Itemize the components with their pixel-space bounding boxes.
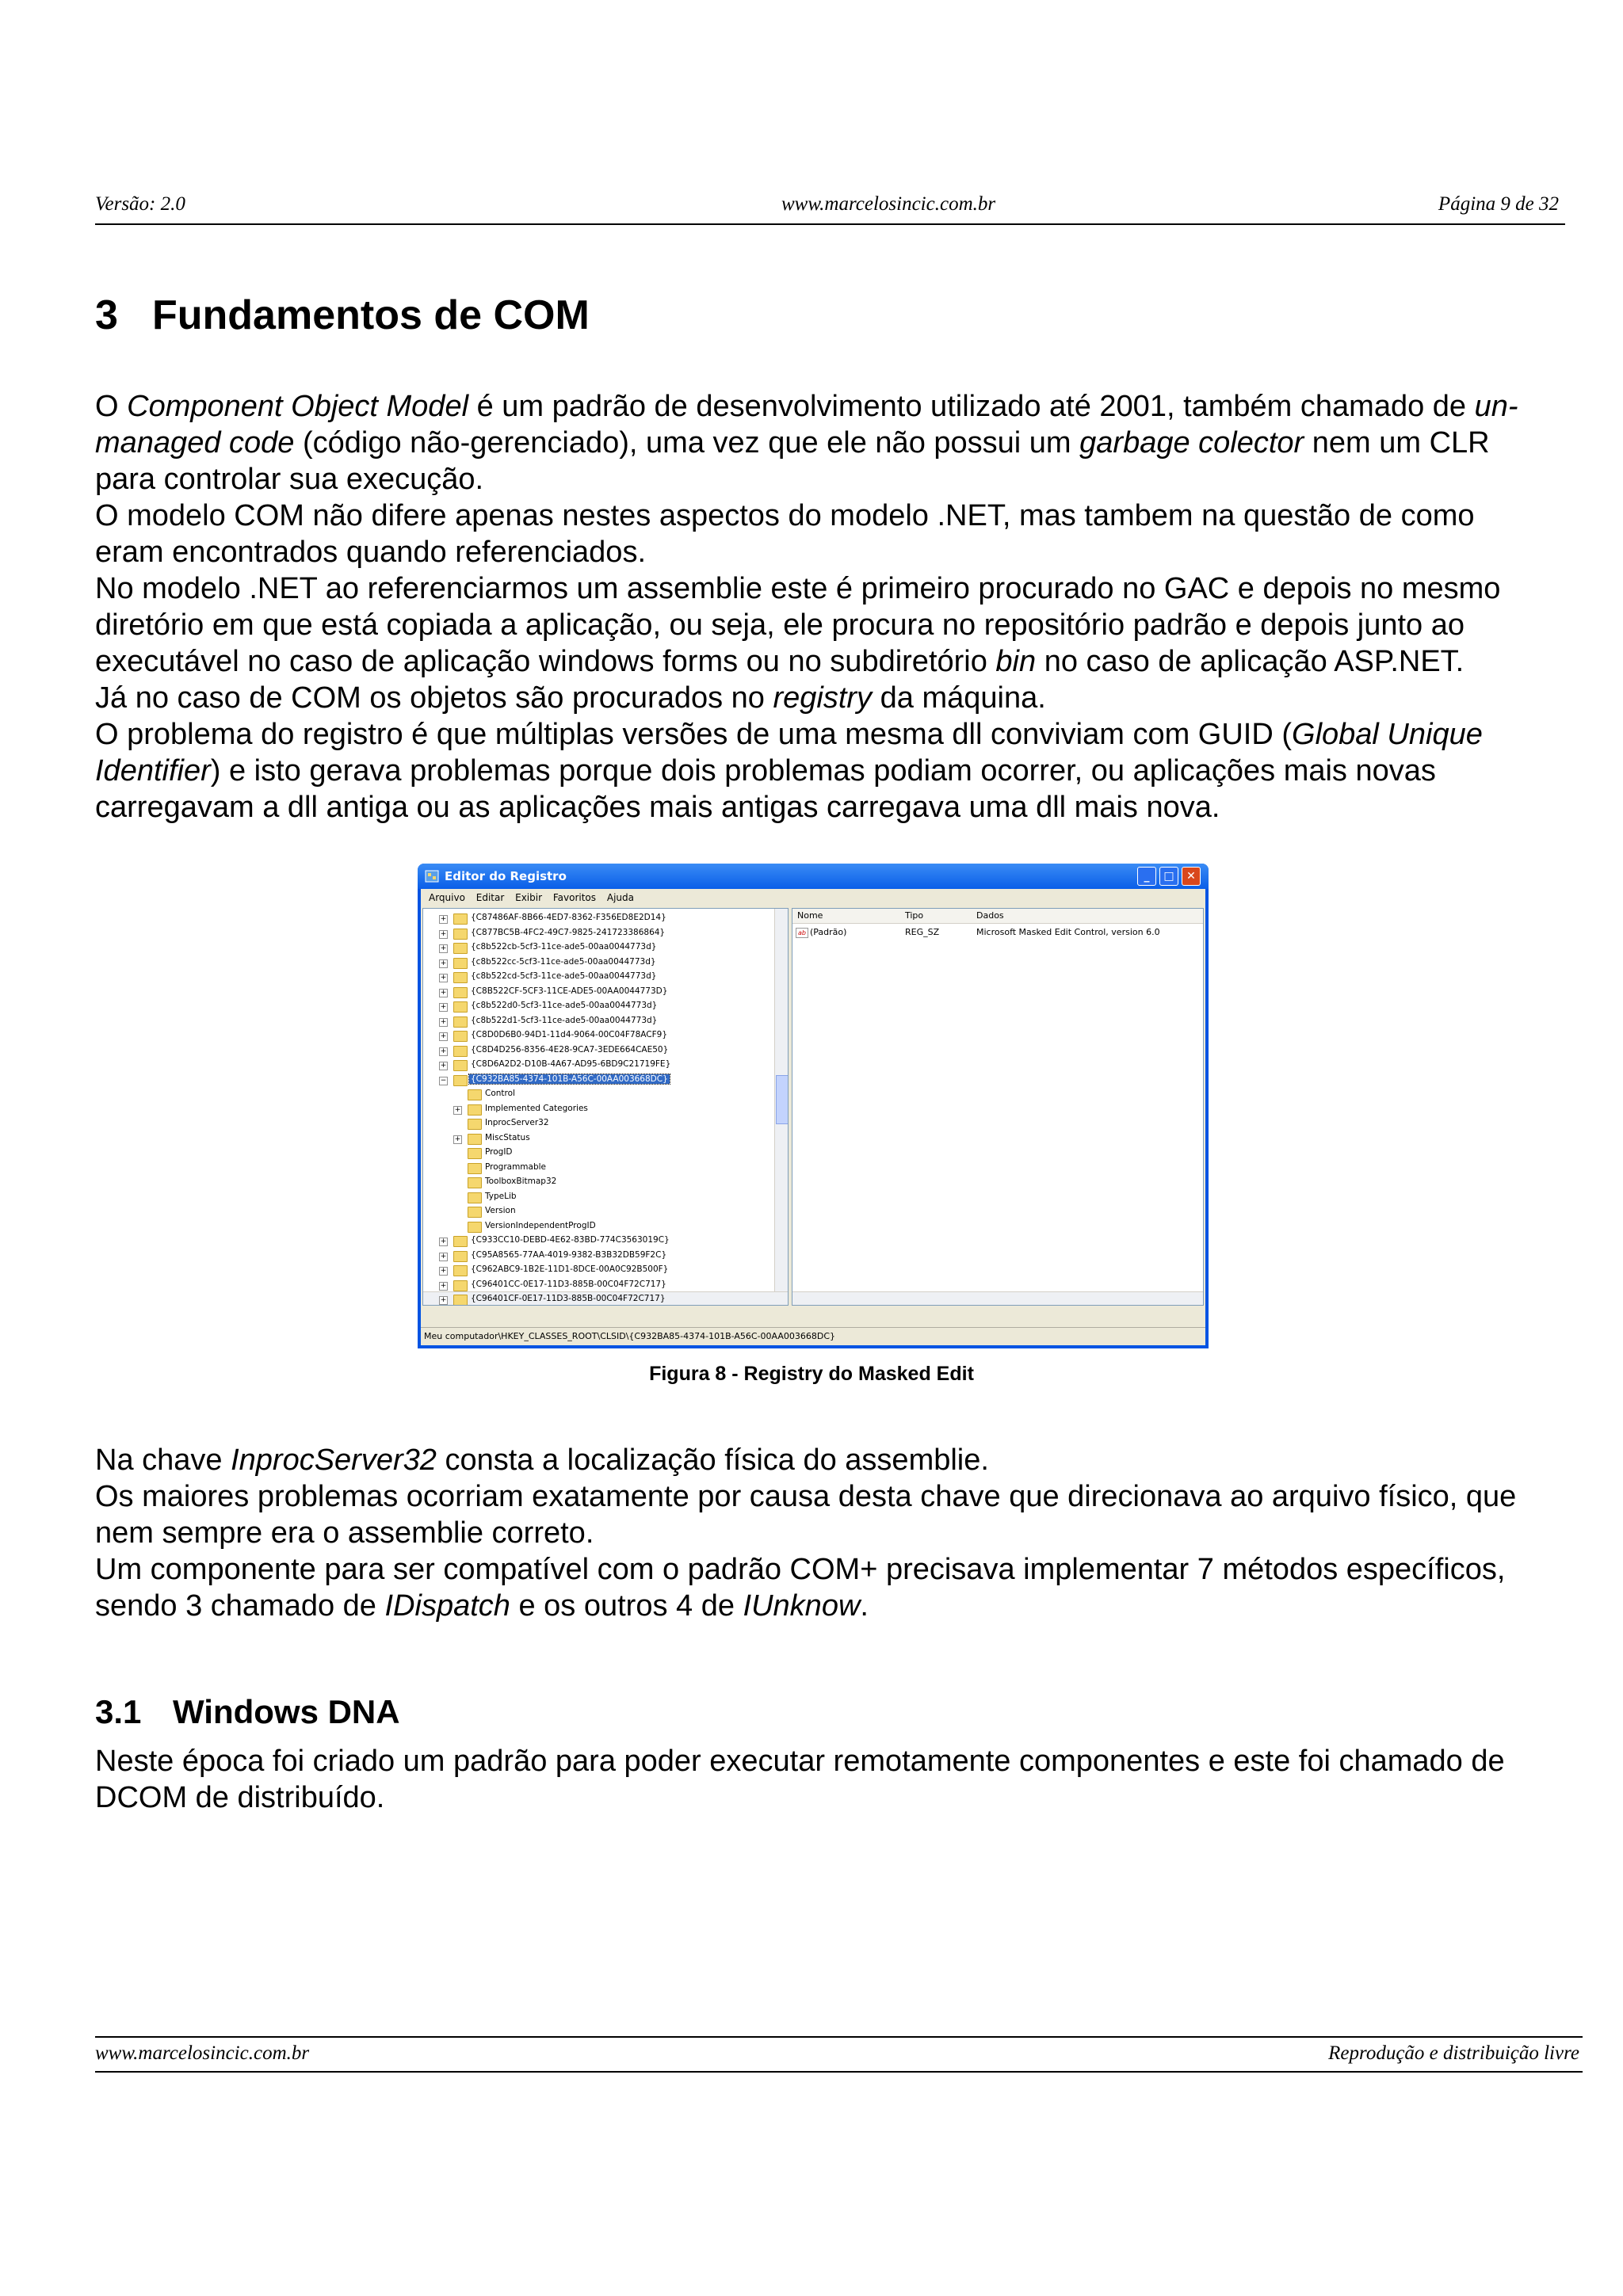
expand-icon[interactable]: + bbox=[440, 1032, 447, 1040]
menu-arquivo[interactable]: Arquivo bbox=[429, 892, 465, 903]
folder-icon bbox=[468, 1119, 482, 1130]
folder-icon bbox=[468, 1177, 482, 1188]
column-dados[interactable]: Dados bbox=[976, 910, 1004, 921]
folder-icon bbox=[453, 1236, 468, 1247]
folder-icon bbox=[468, 1148, 482, 1159]
window-title: Editor do Registro bbox=[445, 869, 567, 883]
subsection-heading bbox=[95, 1693, 400, 1731]
folder-icon bbox=[468, 1222, 482, 1233]
tree-node-label: {C932BA85-4374-101B-A56C-00AA003668DC} bbox=[471, 1074, 668, 1084]
expand-icon[interactable]: + bbox=[440, 1238, 447, 1245]
tree-node-label: {c8b522cb-5cf3-11ce-ade5-00aa0044773d} bbox=[471, 942, 657, 952]
folder-icon bbox=[453, 1060, 468, 1071]
paragraph-3: No modelo .NET ao referenciarmos um assemblie este é primeiro procurado no GAC e depois no mesmo diretório em que está copiada a aplicação, ou seja, ele procura no repositório padrão e depois junto ao executável no caso de aplicação windows forms ou no subdiretório bin no caso de aplicação ASP.NET. bbox=[95, 572, 1501, 678]
value-row[interactable] bbox=[792, 926, 1203, 940]
page-footer bbox=[95, 2036, 1583, 2073]
value-name: (Padrão) bbox=[810, 927, 847, 937]
figure-caption: Figura 8 - Registry do Masked Edit bbox=[649, 1363, 974, 1385]
folder-icon bbox=[453, 1295, 468, 1306]
subsection-number: 3.1 bbox=[95, 1693, 142, 1730]
tree-vertical-scrollbar[interactable] bbox=[774, 909, 788, 1292]
tree-node-label: {c8b522d1-5cf3-11ce-ade5-00aa0044773d} bbox=[471, 1015, 658, 1025]
tree-node-label: ProgID bbox=[485, 1147, 513, 1157]
expand-icon[interactable]: + bbox=[440, 1296, 447, 1304]
values-horizontal-scrollbar[interactable] bbox=[792, 1291, 1203, 1305]
body-text-2 bbox=[95, 1442, 1522, 1624]
folder-icon bbox=[453, 1075, 468, 1086]
tree-node-label: Programmable bbox=[485, 1161, 547, 1172]
column-tipo[interactable]: Tipo bbox=[905, 910, 924, 921]
folder-icon bbox=[453, 929, 468, 940]
expand-icon[interactable]: + bbox=[440, 1003, 447, 1011]
footer-rights: Reprodução e distribuição livre bbox=[1328, 2042, 1579, 2064]
folder-icon bbox=[453, 1016, 468, 1028]
tree-node-label: {C962ABC9-1B2E-11D1-8DCE-00A0C92B500F} bbox=[471, 1264, 669, 1274]
section-number: 3 bbox=[95, 292, 118, 338]
tree-node-label: {C95A8565-77AA-4019-9382-B3B32DB59F2C} bbox=[471, 1249, 667, 1260]
column-nome[interactable]: Nome bbox=[797, 910, 823, 921]
menu-editar[interactable]: Editar bbox=[475, 892, 505, 903]
expand-icon[interactable]: + bbox=[440, 1047, 447, 1055]
expand-icon[interactable]: + bbox=[440, 974, 447, 982]
tree-node-label: InprocServer32 bbox=[485, 1118, 549, 1127]
folder-icon bbox=[468, 1207, 482, 1218]
maximize-button[interactable]: □ bbox=[1159, 867, 1178, 886]
menu-bar bbox=[421, 889, 1205, 906]
tree-node-label: {C8D0D6B0-94D1-11d4-9064-00C04F78ACF9} bbox=[471, 1030, 668, 1039]
tree-node-label: ToolboxBitmap32 bbox=[485, 1177, 557, 1186]
folder-icon bbox=[453, 1001, 468, 1013]
status-path: Meu computador\HKEY_CLASSES_ROOT\CLSID\{C932BA85-4374-101B-A56C-00AA003668DC} bbox=[424, 1331, 836, 1341]
expand-icon[interactable]: + bbox=[440, 1281, 447, 1290]
tree-node-label: TypeLib bbox=[485, 1191, 517, 1201]
folder-icon bbox=[453, 1265, 468, 1276]
folder-icon bbox=[468, 1134, 482, 1145]
status-bar bbox=[421, 1327, 1205, 1345]
expand-icon[interactable]: + bbox=[454, 1105, 461, 1114]
paragraph-1: O Component Object Model é um padrão de desenvolvimento utilizado até 2001, também chamado de un-managed code (código não-gerenciado), uma vez que ele não possui um garbage colector nem um CLR para controlar sua execução. bbox=[95, 390, 1518, 496]
tree-node-label: Control bbox=[485, 1089, 515, 1098]
folder-icon bbox=[453, 958, 468, 969]
tree-node-label: {c8b522cd-5cf3-11ce-ade5-00aa0044773d} bbox=[471, 971, 657, 981]
folder-icon bbox=[468, 1163, 482, 1174]
expand-icon[interactable]: + bbox=[440, 915, 447, 923]
tree-node-label: {C8D4D256-8356-4E28-9CA7-3EDE664CAE50} bbox=[471, 1044, 669, 1055]
expand-icon[interactable]: + bbox=[440, 1017, 447, 1026]
expand-icon[interactable]: + bbox=[440, 1062, 447, 1070]
tree-node-label: {C96401CC-0E17-11D3-885B-00C04F72C717} bbox=[471, 1279, 666, 1289]
folder-icon bbox=[453, 1046, 468, 1057]
header-page-number: Página 9 de 32 bbox=[1438, 193, 1559, 215]
tree-node-label: {c8b522d0-5cf3-11ce-ade5-00aa0044773d} bbox=[471, 1001, 658, 1010]
close-button[interactable]: ✕ bbox=[1182, 867, 1201, 886]
expand-icon[interactable]: + bbox=[440, 944, 447, 952]
paragraph-4: Já no caso de COM os objetos são procurados no registry da máquina. bbox=[95, 681, 1046, 715]
paragraph-6: Na chave InprocServer32 consta a localização física do assemblie. bbox=[95, 1444, 989, 1477]
folder-icon bbox=[468, 1104, 482, 1116]
tree-node-label: Implemented Categories bbox=[485, 1103, 588, 1113]
paragraph-5: O problema do registro é que múltiplas versões de uma mesma dll conviviam com GUID (Global Unique Identifier) e isto gerava problemas porque dois problemas podiam ocorrer, ou aplicações mais novas carregavam a dll antiga ou as aplicações mais antigas carregava uma dll mais nova. bbox=[95, 718, 1483, 824]
window-client bbox=[421, 889, 1205, 1345]
expand-icon[interactable]: + bbox=[440, 988, 447, 997]
value-type: REG_SZ bbox=[905, 927, 940, 937]
tree-node-label: {C933CC10-DEBD-4E62-83BD-774C3563019C} bbox=[471, 1235, 670, 1245]
expand-icon[interactable]: + bbox=[440, 1267, 447, 1275]
folder-icon bbox=[453, 943, 468, 954]
tree-node-label: {C96401CF-0E17-11D3-885B-00C04F72C717} bbox=[471, 1294, 666, 1303]
folder-icon bbox=[453, 1031, 468, 1042]
page-header bbox=[95, 190, 1565, 225]
header-version: Versão: 2.0 bbox=[95, 193, 185, 215]
collapse-icon[interactable]: − bbox=[440, 1076, 447, 1085]
value-data: Microsoft Masked Edit Control, version 6.0 bbox=[976, 927, 1160, 937]
folder-icon bbox=[453, 913, 468, 925]
folder-icon bbox=[453, 987, 468, 998]
expand-icon[interactable]: + bbox=[440, 1252, 447, 1261]
subsection-title: Windows DNA bbox=[173, 1693, 400, 1730]
values-list[interactable] bbox=[792, 908, 1204, 1306]
menu-favoritos[interactable]: Favoritos bbox=[552, 892, 597, 903]
menu-ajuda[interactable]: Ajuda bbox=[606, 892, 634, 903]
folder-icon bbox=[468, 1089, 482, 1100]
menu-exibir[interactable]: Exibir bbox=[515, 892, 543, 903]
tree-node-label: Version bbox=[485, 1206, 516, 1215]
header-site: www.marcelosincic.com.br bbox=[781, 193, 996, 215]
tree-node-label: {C8D6A2D2-D10B-4A67-AD95-6BD9C21719FE} bbox=[471, 1059, 671, 1069]
minimize-button[interactable]: _ bbox=[1137, 867, 1156, 886]
tree-node-label: MiscStatus bbox=[485, 1132, 530, 1142]
string-value-icon: ab bbox=[796, 928, 808, 938]
tree-node-label: {C8B522CF-5CF3-11CE-ADE5-00AA0044773D} bbox=[471, 986, 668, 996]
folder-icon bbox=[453, 1251, 468, 1262]
intro-text bbox=[95, 388, 1522, 826]
tree-node-label: {C877BC5B-4FC2-49C7-9825-241723386864} bbox=[471, 927, 666, 937]
registry-tree[interactable] bbox=[422, 908, 789, 1306]
folder-icon bbox=[453, 972, 468, 983]
folder-icon bbox=[468, 1192, 482, 1203]
section-heading bbox=[95, 292, 590, 339]
folder-icon bbox=[453, 1280, 468, 1291]
tree-node-label: VersionIndependentProgID bbox=[485, 1220, 596, 1230]
values-header bbox=[792, 909, 1203, 924]
footer-site: www.marcelosincic.com.br bbox=[95, 2042, 310, 2064]
registry-editor-window bbox=[418, 864, 1209, 1348]
expand-icon[interactable]: + bbox=[440, 929, 447, 938]
paragraph-2: O modelo COM não difere apenas nestes aspectos do modelo .NET, mas tambem na questão de como eram encontrados quando referenciados. bbox=[95, 499, 1475, 569]
paragraph-7: Os maiores problemas ocorriam exatamente por causa desta chave que direcionava ao arquivo físico, que nem sempre era o assemblie correto. bbox=[95, 1480, 1517, 1550]
tree-node-label: {c8b522cc-5cf3-11ce-ade5-00aa0044773d} bbox=[471, 956, 656, 967]
regedit-icon bbox=[424, 868, 440, 884]
subsection-text: Neste época foi criado um padrão para poder executar remotamente componentes e este foi chamado de DCOM de distribuído. bbox=[95, 1745, 1505, 1814]
expand-icon[interactable]: + bbox=[454, 1135, 461, 1143]
section-title: Fundamentos de COM bbox=[152, 292, 590, 338]
expand-icon[interactable]: + bbox=[440, 959, 447, 967]
tree-scroll-thumb[interactable] bbox=[776, 1075, 789, 1124]
tree-node-label: {C87486AF-8B66-4ED7-8362-F356ED8E2D14} bbox=[471, 913, 666, 922]
paragraph-8: Um componente para ser compatível com o padrão COM+ precisava implementar 7 métodos específicos, sendo 3 chamado de IDispatch e os outros 4 de IUnknow. bbox=[95, 1553, 1506, 1623]
window-titlebar[interactable] bbox=[418, 864, 1209, 889]
